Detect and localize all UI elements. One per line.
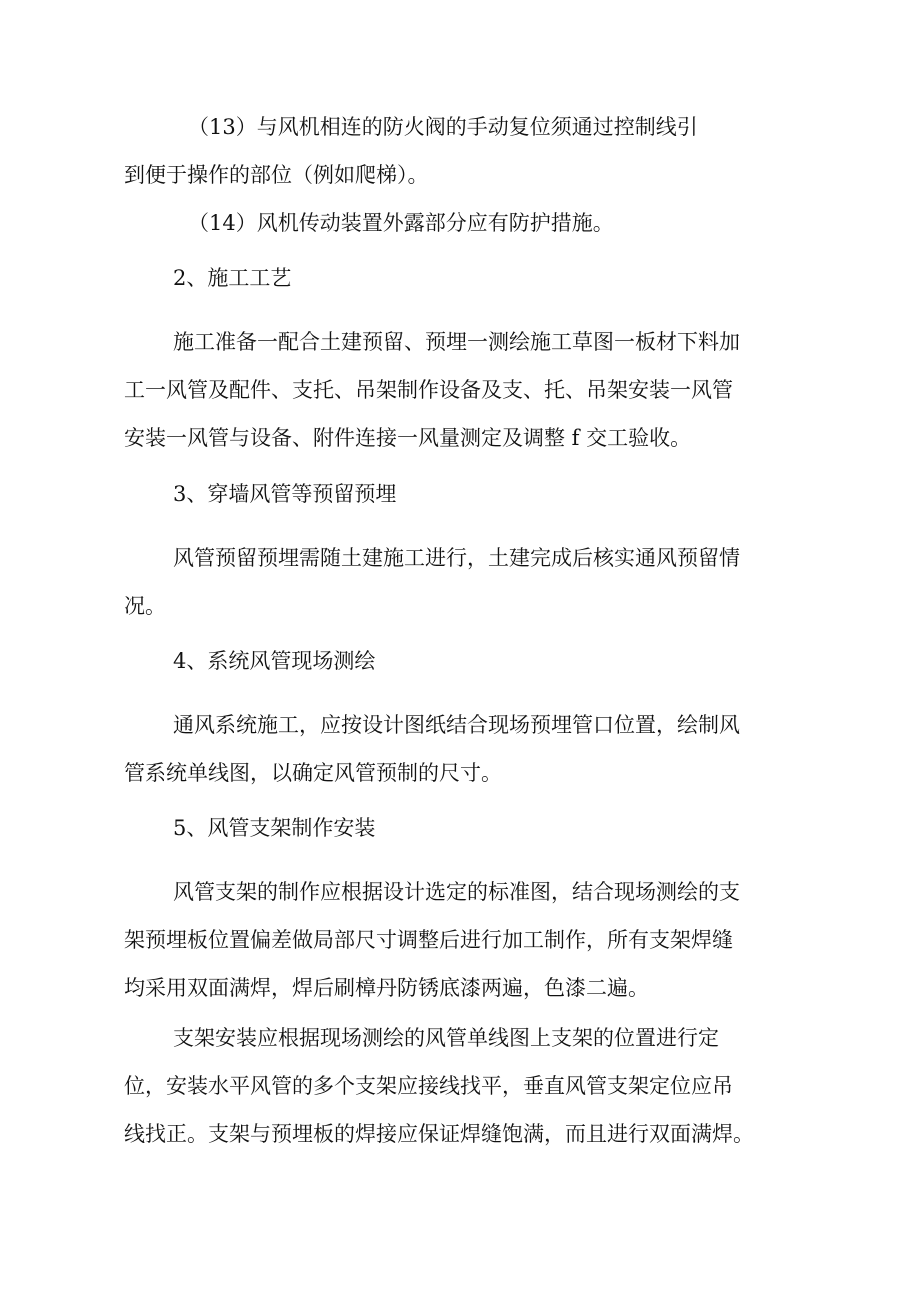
section-4-heading: 4、系统风管现场测绘 <box>173 649 376 673</box>
section-4-paragraph-line-1: 通风系统施工，应按设计图纸结合现场预埋管口位置，绘制风 <box>173 713 740 737</box>
section-5-paragraph-1-line-3: 均采用双面满焊，焊后刷樟丹防锈底漆两遍，色漆二遍。 <box>124 976 649 1000</box>
section-3-paragraph-line-2: 况。 <box>124 594 166 618</box>
section-2-paragraph-line-2: 工一风管及配件、支托、吊架制作设备及支、托、吊架安装一风管 <box>124 378 733 402</box>
section-5-paragraph-2-line-1: 支架安装应根据现场测绘的风管单线图上支架的位置进行定 <box>173 1026 719 1050</box>
item-13-line-2: 到便于操作的部位（例如爬梯）。 <box>124 163 429 187</box>
section-3-paragraph-line-1: 风管预留预埋需随土建施工进行，土建完成后核实通风预留情 <box>173 546 740 570</box>
section-5-paragraph-2-line-2: 位，安装水平风管的多个支架应接线找平，垂直风管支架定位应吊 <box>124 1074 733 1098</box>
section-2-paragraph-line-1: 施工准备一配合土建预留、预埋一测绘施工草图一板材下料加 <box>173 330 740 354</box>
section-2-paragraph-line-3: 安装一风管与设备、附件连接一风量测定及调整 f 交工验收。 <box>124 426 692 450</box>
section-3-heading: 3、穿墙风管等预留预埋 <box>173 482 397 506</box>
section-5-paragraph-2-line-3: 线找正。支架与预埋板的焊接应保证焊缝饱满，而且进行双面满焊。 <box>124 1122 754 1146</box>
section-5-paragraph-1-line-2: 架预埋板位置偏差做局部尺寸调整后进行加工制作，所有支架焊缝 <box>124 928 733 952</box>
item-14: （14）风机传动装置外露部分应有防护措施。 <box>188 211 614 235</box>
section-2-heading: 2、施工工艺 <box>173 266 292 290</box>
section-5-heading: 5、风管支架制作安装 <box>173 816 376 840</box>
section-4-paragraph-line-2: 管系统单线图，以确定风管预制的尺寸。 <box>124 761 502 785</box>
section-5-paragraph-1-line-1: 风管支架的制作应根据设计选定的标准图，结合现场测绘的支 <box>173 880 740 904</box>
item-13-line-1: （13）与风机相连的防火阀的手动复位须通过控制线引 <box>188 115 698 139</box>
